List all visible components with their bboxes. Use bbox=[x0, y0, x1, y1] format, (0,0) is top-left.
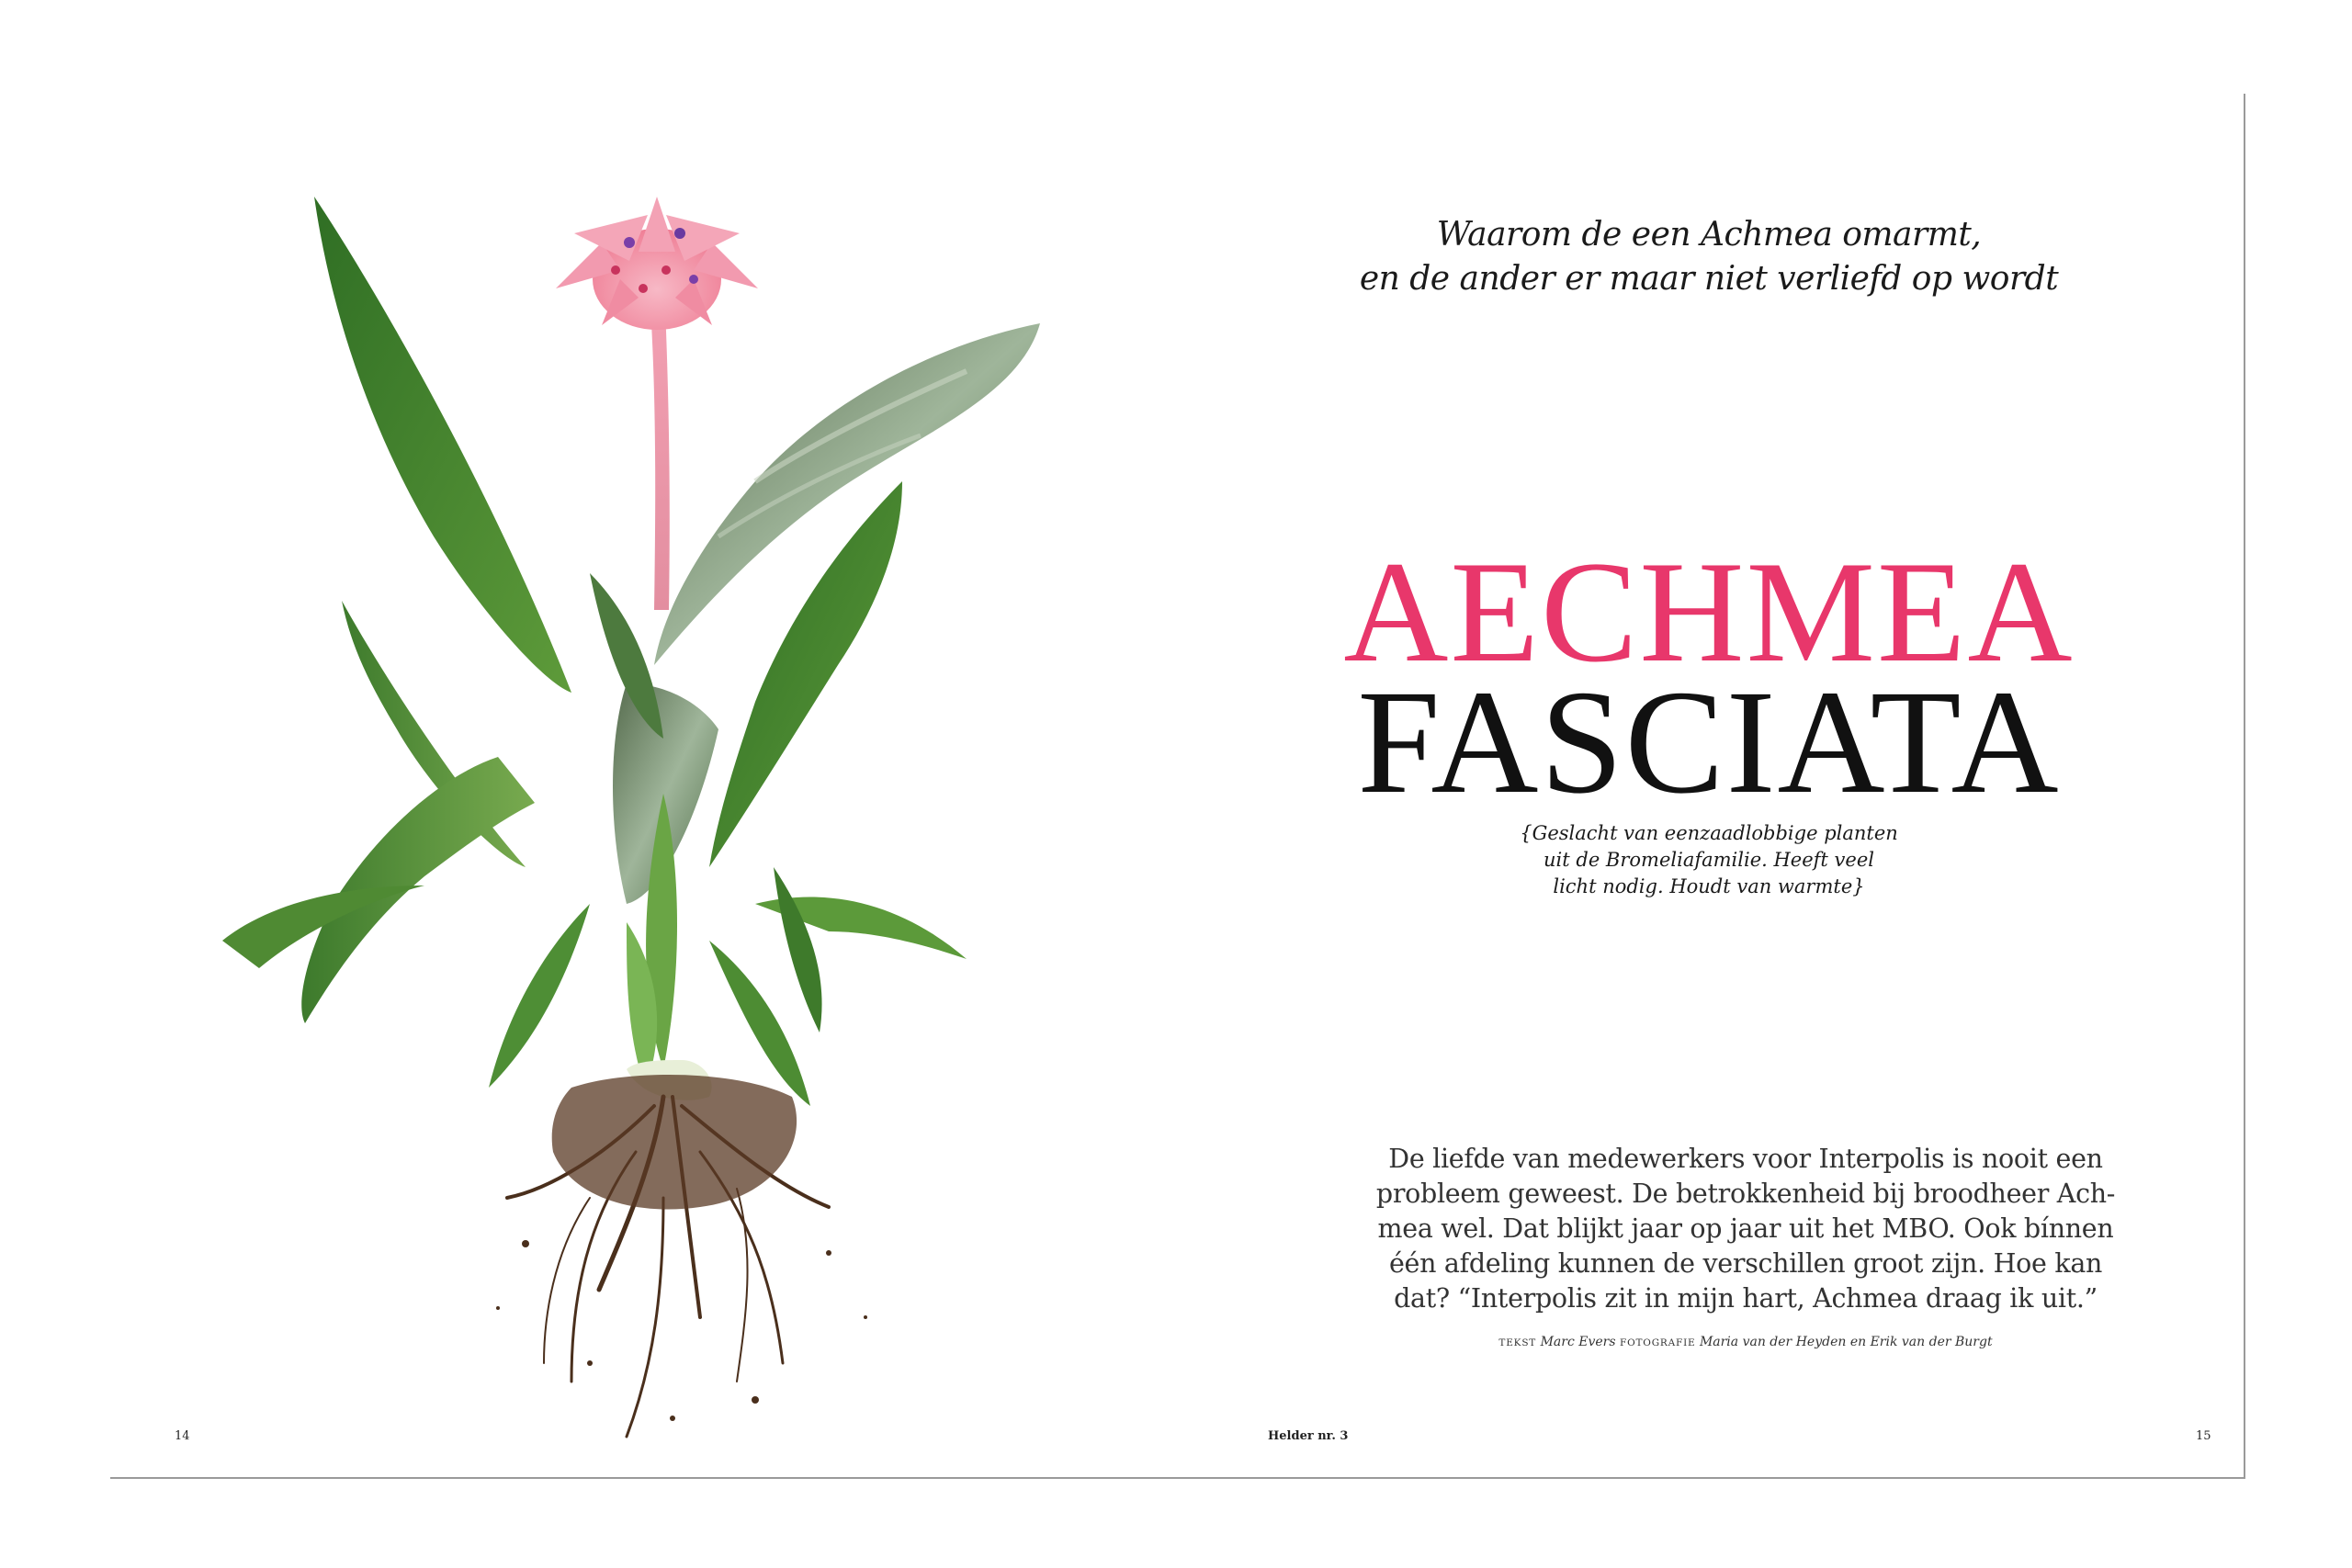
plant-photo bbox=[112, 96, 1123, 1477]
credits-photographers: Maria van der Heyden en Erik van der Burgt bbox=[1699, 1335, 1993, 1349]
title-line-2: FASCIATA bbox=[1357, 660, 2061, 825]
intro-paragraph bbox=[1351, 1142, 2141, 1316]
intro-line-5: dat? “Interpolis zit in mijn hart, Achmea draag ik uit.” bbox=[1394, 1283, 2098, 1314]
intro-line-4: één afdeling kunnen de verschillen groot zijn. Hoe kan bbox=[1388, 1248, 2103, 1279]
magazine-issue: Helder nr. 3 bbox=[1268, 1429, 1349, 1443]
credits bbox=[1351, 1335, 2141, 1349]
subtitle-line-2: en de ander er maar niet verliefd op wordt bbox=[1359, 260, 2059, 298]
credits-text-author: Marc Evers bbox=[1540, 1335, 1616, 1349]
title-line-1: AECHMEA bbox=[1343, 532, 2075, 693]
definition-line-3: licht nodig. Houdt van warmte} bbox=[1553, 875, 1865, 897]
definition-text bbox=[1470, 820, 1948, 900]
intro-line-2: probleem geweest. De betrokkenheid bij broodheer Ach- bbox=[1375, 1179, 2116, 1209]
definition-line-2: uit de Bromeliafamilie. Heeft veel bbox=[1544, 849, 1874, 871]
subtitle bbox=[1314, 213, 2104, 301]
intro-line-3: mea wel. Dat blijkt jaar op jaar uit het MBO. Ook bínnen bbox=[1377, 1213, 2114, 1244]
definition-line-1: {Geslacht van eenzaadlobbige planten bbox=[1520, 822, 1898, 844]
intro-line-1: De liefde van medewerkers voor Interpolis is nooit een bbox=[1388, 1144, 2103, 1174]
credits-photo-label: FOTOGRAFIE bbox=[1620, 1337, 1696, 1348]
page-number-right: 15 bbox=[2196, 1429, 2211, 1443]
credits-text-label: TEKST bbox=[1498, 1337, 1537, 1348]
page-number-left: 14 bbox=[175, 1429, 190, 1443]
subtitle-line-1: Waarom de een Achmea omarmt, bbox=[1436, 216, 1982, 254]
